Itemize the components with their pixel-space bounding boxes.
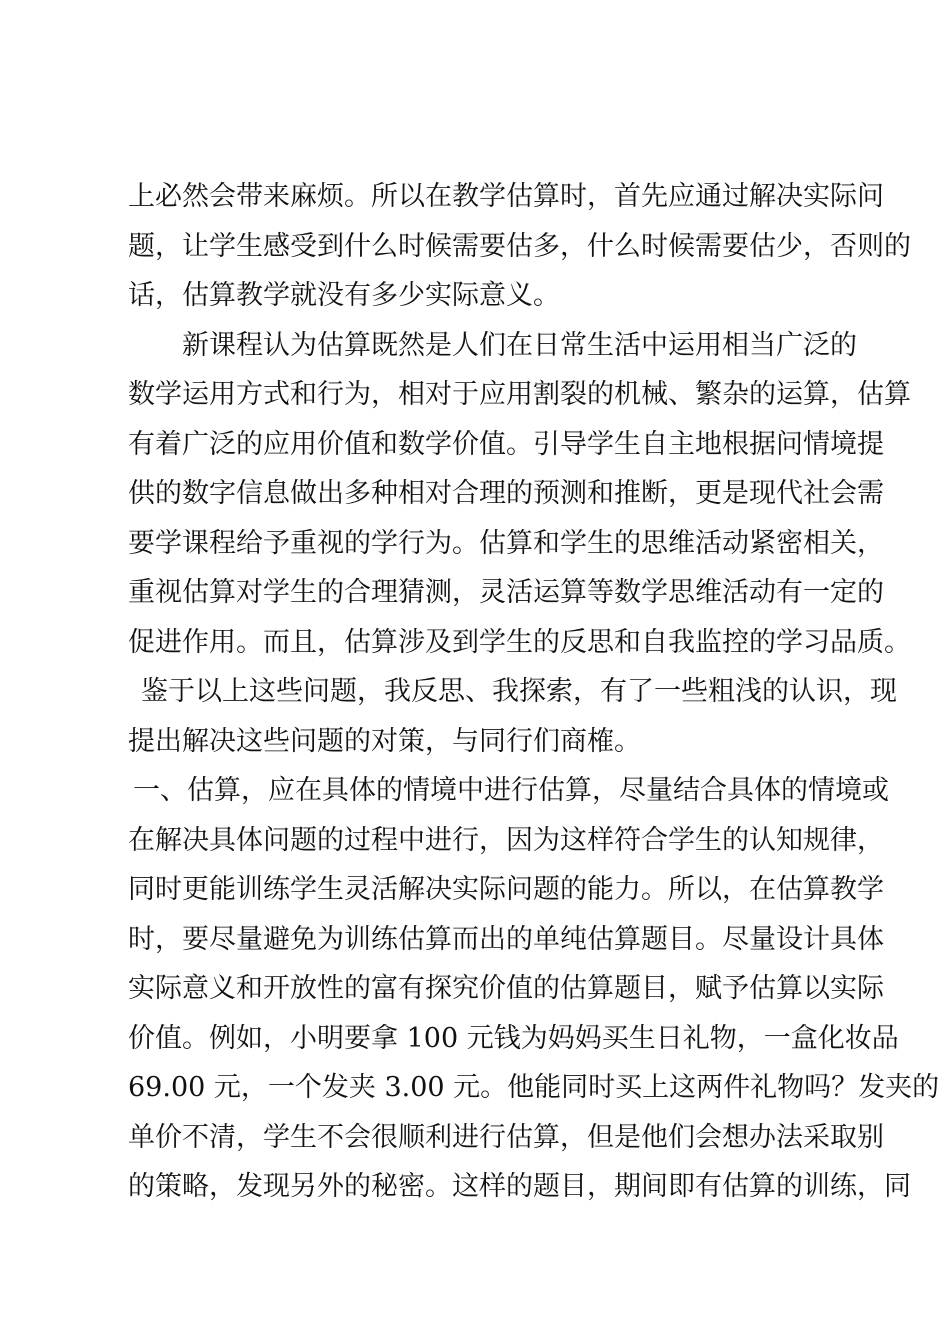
text-line: 的策略，发现另外的秘密。这样的题目，期间即有估算的训练，同 bbox=[128, 1171, 911, 1202]
text-line: 鉴于以上这些问题，我反思、我探索，有了一些粗浅的认识，现 bbox=[141, 676, 897, 707]
text-line: 话，估算教学就没有多少实际意义。 bbox=[128, 280, 560, 311]
text-line: 供的数字信息做出多种相对合理的预测和推断，更是现代社会需 bbox=[128, 478, 884, 509]
text-line: 数学运用方式和行为，相对于应用割裂的机械、繁杂的运算，估算 bbox=[128, 379, 911, 410]
text-line: 重视估算对学生的合理猜测，灵活运算等数学思维活动有一定的 bbox=[128, 577, 884, 608]
text-line: 单价不清，学生不会很顺利进行估算，但是他们会想办法采取别 bbox=[128, 1121, 884, 1153]
text-line: 要学课程给予重视的学行为。估算和学生的思维活动紧密相关， bbox=[128, 527, 884, 559]
body-text bbox=[128, 172, 940, 1212]
text-line: 时，要尽量避免为训练估算而出的单纯估算题目。尽量设计具体 bbox=[128, 923, 884, 955]
text-line: 提出解决这些问题的对策，与同行们商榷。 bbox=[128, 725, 641, 757]
text-line: 有着广泛的应用价值和数学价值。引导学生自主地根据问情境提 bbox=[128, 428, 884, 460]
text-line: 新课程认为估算既然是人们在日常生活中运用相当广泛的 bbox=[182, 329, 857, 361]
text-line: 促进作用。而且，估算涉及到学生的反思和自我监控的学习品质。 bbox=[128, 626, 911, 658]
text-line: 在解决具体问题的过程中进行，因为这样符合学生的认知规律， bbox=[128, 824, 884, 856]
text-line: 69.00 元，一个发夹 3.00 元。他能同时买上这两件礼物吗？发夹的 bbox=[128, 1072, 940, 1103]
text-line: 价值。例如，小明要拿 100 元钱为妈妈买生日礼物，一盒化妆品 bbox=[128, 1022, 899, 1054]
text-line: 同时更能训练学生灵活解决实际问题的能力。所以，在估算教学 bbox=[128, 874, 884, 905]
text-line: 上必然会带来麻烦。所以在教学估算时，首先应通过解决实际问 bbox=[128, 181, 884, 212]
text-line: 实际意义和开放性的富有探究价值的估算题目，赋予估算以实际 bbox=[128, 973, 884, 1004]
text-line: 题，让学生感受到什么时候需要估多，什么时候需要估少，否则的 bbox=[128, 230, 911, 262]
text-line: 一、估算，应在具体的情境中进行估算，尽量结合具体的情境或 bbox=[133, 775, 889, 806]
